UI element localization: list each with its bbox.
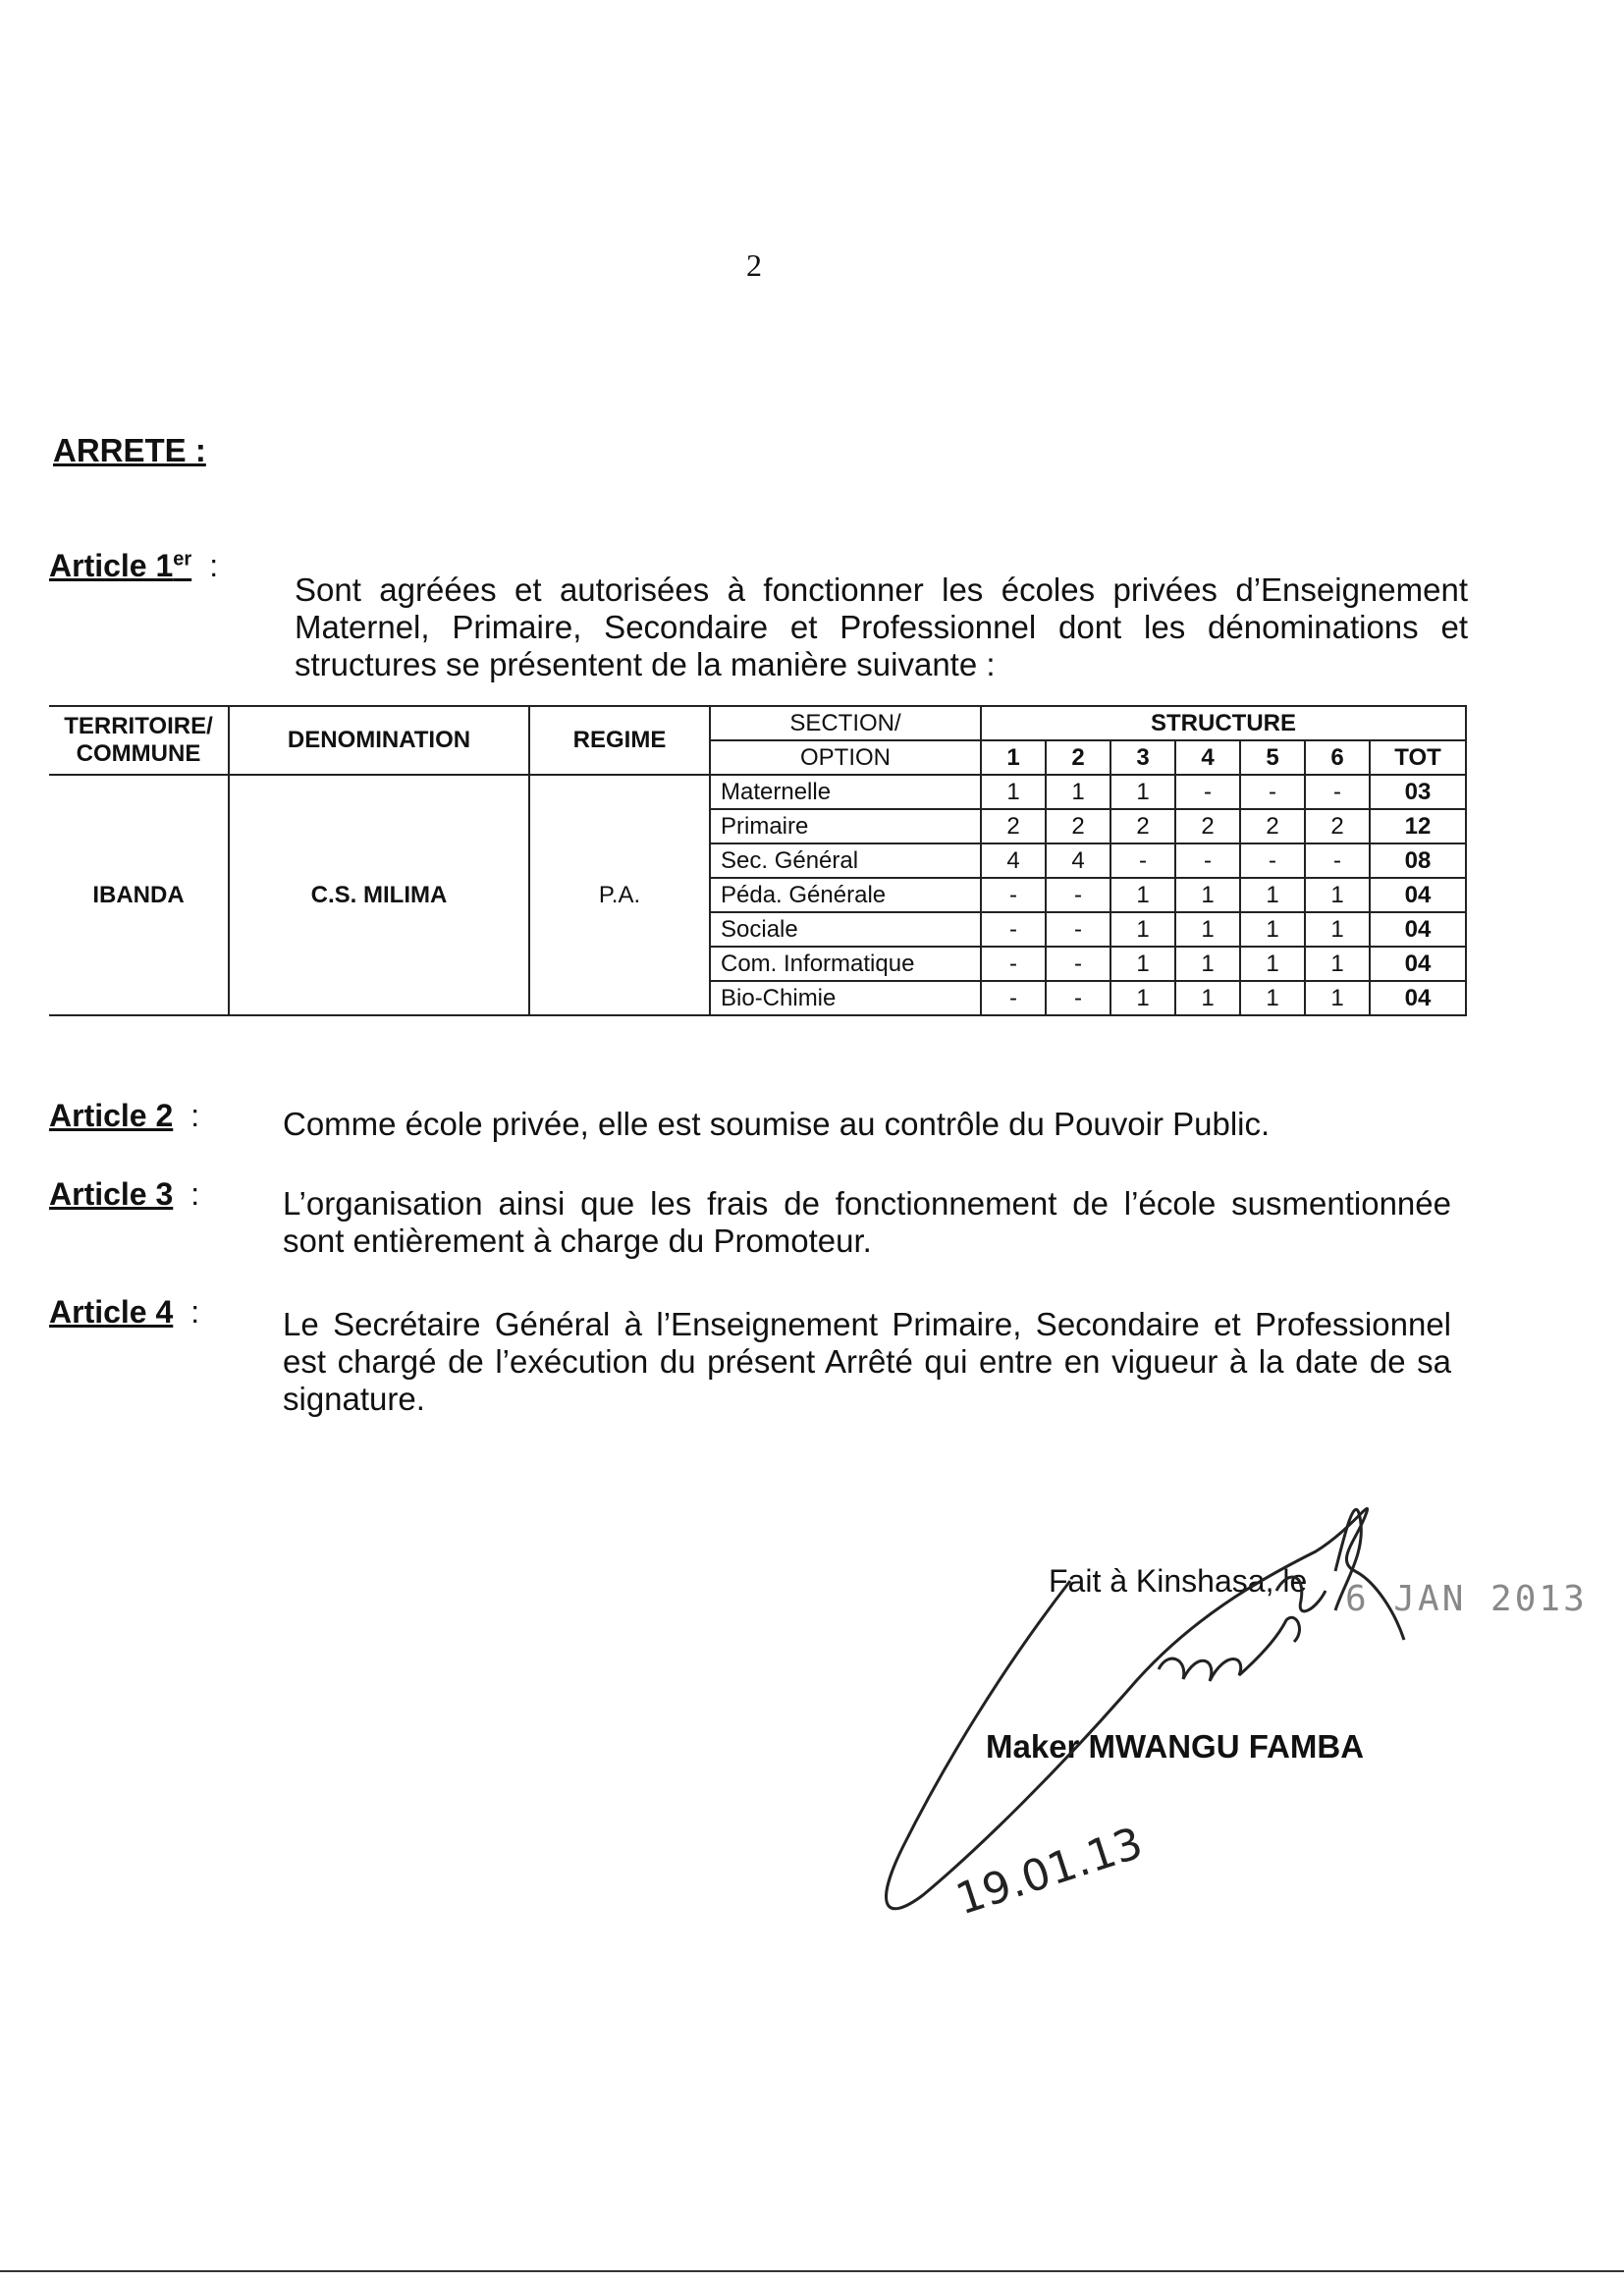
value-cell: 1 [1110,981,1175,1015]
value-cell: 1 [1175,947,1240,981]
total-cell: 04 [1370,947,1466,981]
value-cell: - [1046,878,1110,912]
section-cell: Maternelle [710,775,981,809]
value-cell: 1 [1110,775,1175,809]
value-cell: - [981,912,1046,947]
value-cell: 2 [1240,809,1305,843]
header-col-1: 1 [981,740,1046,775]
article-3-label: Article 3 : [49,1176,200,1212]
value-cell: 1 [1305,981,1370,1015]
section-cell: Sociale [710,912,981,947]
value-cell: 4 [1046,843,1110,878]
total-cell: 03 [1370,775,1466,809]
total-cell: 08 [1370,843,1466,878]
total-cell: 12 [1370,809,1466,843]
value-cell: - [1175,843,1240,878]
denomination-cell: C.S. MILIMA [229,775,529,1015]
territoire-cell: IBANDA [49,775,229,1015]
value-cell: 1 [981,775,1046,809]
value-cell: - [1110,843,1175,878]
decree-heading: ARRETE : [53,432,206,468]
value-cell: 1 [1110,912,1175,947]
article-1-label: Article 1er : [49,548,219,583]
header-col-2: 2 [1046,740,1110,775]
value-cell: - [1046,947,1110,981]
header-denomination: DENOMINATION [229,706,529,775]
article-2-text: Comme école privée, elle est soumise au contrôle du Pouvoir Public. [283,1106,1271,1142]
value-cell: 1 [1240,947,1305,981]
header-section: SECTION/ [710,706,981,740]
value-cell: 1 [1175,981,1240,1015]
article-2-label: Article 2 : [49,1098,200,1133]
value-cell: 2 [1046,809,1110,843]
value-cell: 2 [1110,809,1175,843]
section-cell: Sec. Général [710,843,981,878]
total-cell: 04 [1370,981,1466,1015]
article-1-text: Sont agréées et autorisées à fonctionner les écoles privées d’Enseignement Maternel, Primaire, Secondaire et Professionnel dont les dénominations et structures se présentent de la manière suivante : [295,571,1468,682]
value-cell: 1 [1305,912,1370,947]
value-cell: - [981,981,1046,1015]
value-cell: 1 [1240,981,1305,1015]
header-structure: STRUCTURE [981,706,1466,740]
value-cell: 2 [1175,809,1240,843]
value-cell: 2 [1305,809,1370,843]
section-cell: Bio-Chimie [710,981,981,1015]
value-cell: 1 [1240,912,1305,947]
value-cell: 1 [1305,947,1370,981]
value-cell: 1 [1175,878,1240,912]
value-cell: - [1175,775,1240,809]
value-cell: - [1240,775,1305,809]
value-cell: 1 [1240,878,1305,912]
header-option: OPTION [710,740,981,775]
value-cell: - [1046,912,1110,947]
value-cell: 1 [1110,878,1175,912]
page-bottom-rule [0,2270,1624,2272]
total-cell: 04 [1370,912,1466,947]
section-cell: Com. Informatique [710,947,981,981]
section-cell: Péda. Générale [710,878,981,912]
section-cell: Primaire [710,809,981,843]
value-cell: - [1305,775,1370,809]
value-cell: - [1046,981,1110,1015]
header-col-3: 3 [1110,740,1175,775]
value-cell: 1 [1175,912,1240,947]
header-col-6: 6 [1305,740,1370,775]
value-cell: 2 [981,809,1046,843]
value-cell: 4 [981,843,1046,878]
article-3-text: L’organisation ainsi que les frais de fonctionnement de l’école susmentionnée sont entièrement à charge du Promoteur. [283,1185,1451,1259]
value-cell: - [981,878,1046,912]
article-4-text: Le Secrétaire Général à l’Enseignement Primaire, Secondaire et Professionnel est chargé de l’exécution du présent Arrêté qui entre en vigueur à la date de sa signature. [283,1306,1451,1417]
header-regime: REGIME [529,706,710,775]
article-4-label: Article 4 : [49,1294,200,1330]
header-col-tot: TOT [1370,740,1466,775]
total-cell: 04 [1370,878,1466,912]
header-col-4: 4 [1175,740,1240,775]
value-cell: 1 [1110,947,1175,981]
page-number: 2 [746,247,762,283]
value-cell: - [1240,843,1305,878]
regime-cell: P.A. [529,775,710,1015]
place-date-line: Fait à Kinshasa, le [1049,1563,1308,1599]
svg-text:19.01.13: 19.01.13 [949,1818,1149,1926]
header-territoire: TERRITOIRE/ COMMUNE [49,706,229,775]
value-cell: 1 [1305,878,1370,912]
value-cell: - [1305,843,1370,878]
signatory-name: Maker MWANGU FAMBA [986,1728,1365,1765]
handwritten-date [950,1818,1149,1925]
value-cell: - [981,947,1046,981]
date-stamp: 6 JAN 2013 [1345,1579,1588,1619]
header-col-5: 5 [1240,740,1305,775]
value-cell: 1 [1046,775,1110,809]
